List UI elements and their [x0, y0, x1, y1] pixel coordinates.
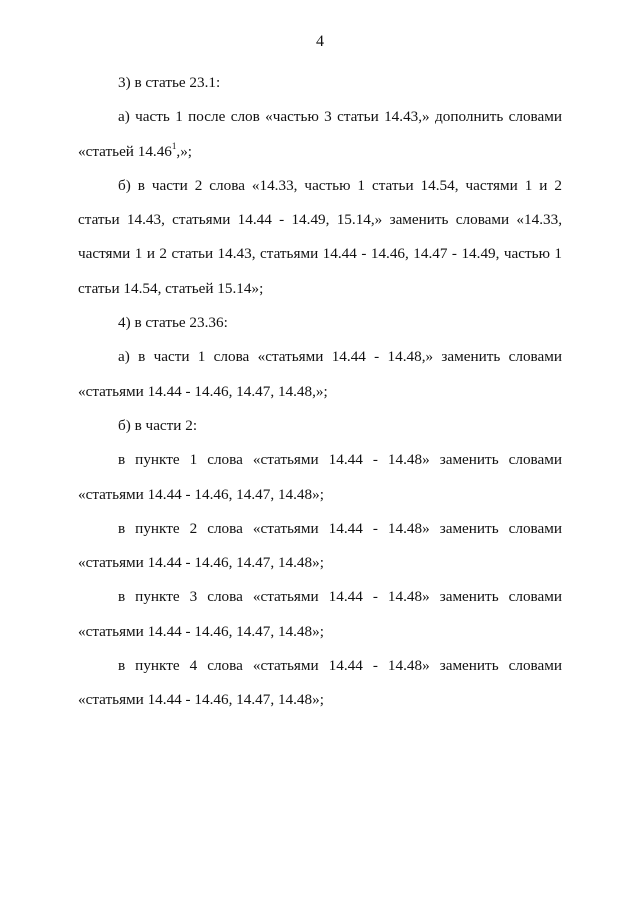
paragraph-part-1-replacement: а) в части 1 слова «статьями 14.44 - 14.48,» заменить словами «статьями 14.44 - 14.46, 14.47, 14.48,»;	[78, 348, 562, 400]
paragraph-point-4: в пункте 4 слова «статьями 14.44 - 14.48» заменить словами «статьями 14.44 - 14.46, 14.47, 14.48»;	[78, 657, 562, 709]
paragraph-text-end: ,»;	[176, 142, 193, 160]
paragraph-part-2-header: б) в части 2:	[118, 416, 198, 434]
paragraph-point-1: в пункте 1 слова «статьями 14.44 - 14.48» заменить словами «статьями 14.44 - 14.46, 14.47, 14.48»;	[78, 451, 562, 503]
paragraph-part-1-amendment	[78, 100, 562, 169]
paragraph-point-3: в пункте 3 слова «статьями 14.44 - 14.48» заменить словами «статьями 14.44 - 14.46, 14.47, 14.48»;	[78, 588, 562, 640]
paragraph-text: а) часть 1 после слов «частью 3 статьи 14.43,» дополнить словами «статьей 14.46	[78, 108, 562, 160]
paragraph-part-2-amendment: б) в части 2 слова «14.33, частью 1 статьи 14.54, частями 1 и 2 статьи 14.43, статьями 14.44 - 14.49, 15.14,» заменить словами «14.33, частями 1 и 2 статьи 14.43, статьями 14.44 - 14.46, 14.47 - 14.49, частью 1 статьи 14.54, статьей 15.14»;	[78, 176, 562, 297]
page-number: 4	[316, 33, 324, 50]
superscript: 1	[171, 140, 177, 151]
paragraph-point-2: в пункте 2 слова «статьями 14.44 - 14.48» заменить словами «статьями 14.44 - 14.46, 14.47, 14.48»;	[78, 519, 562, 572]
paragraph-article-23-1: 3) в статье 23.1:	[118, 74, 221, 91]
paragraph-article-23-36: 4) в статье 23.36:	[118, 314, 228, 332]
document-body	[78, 66, 562, 718]
